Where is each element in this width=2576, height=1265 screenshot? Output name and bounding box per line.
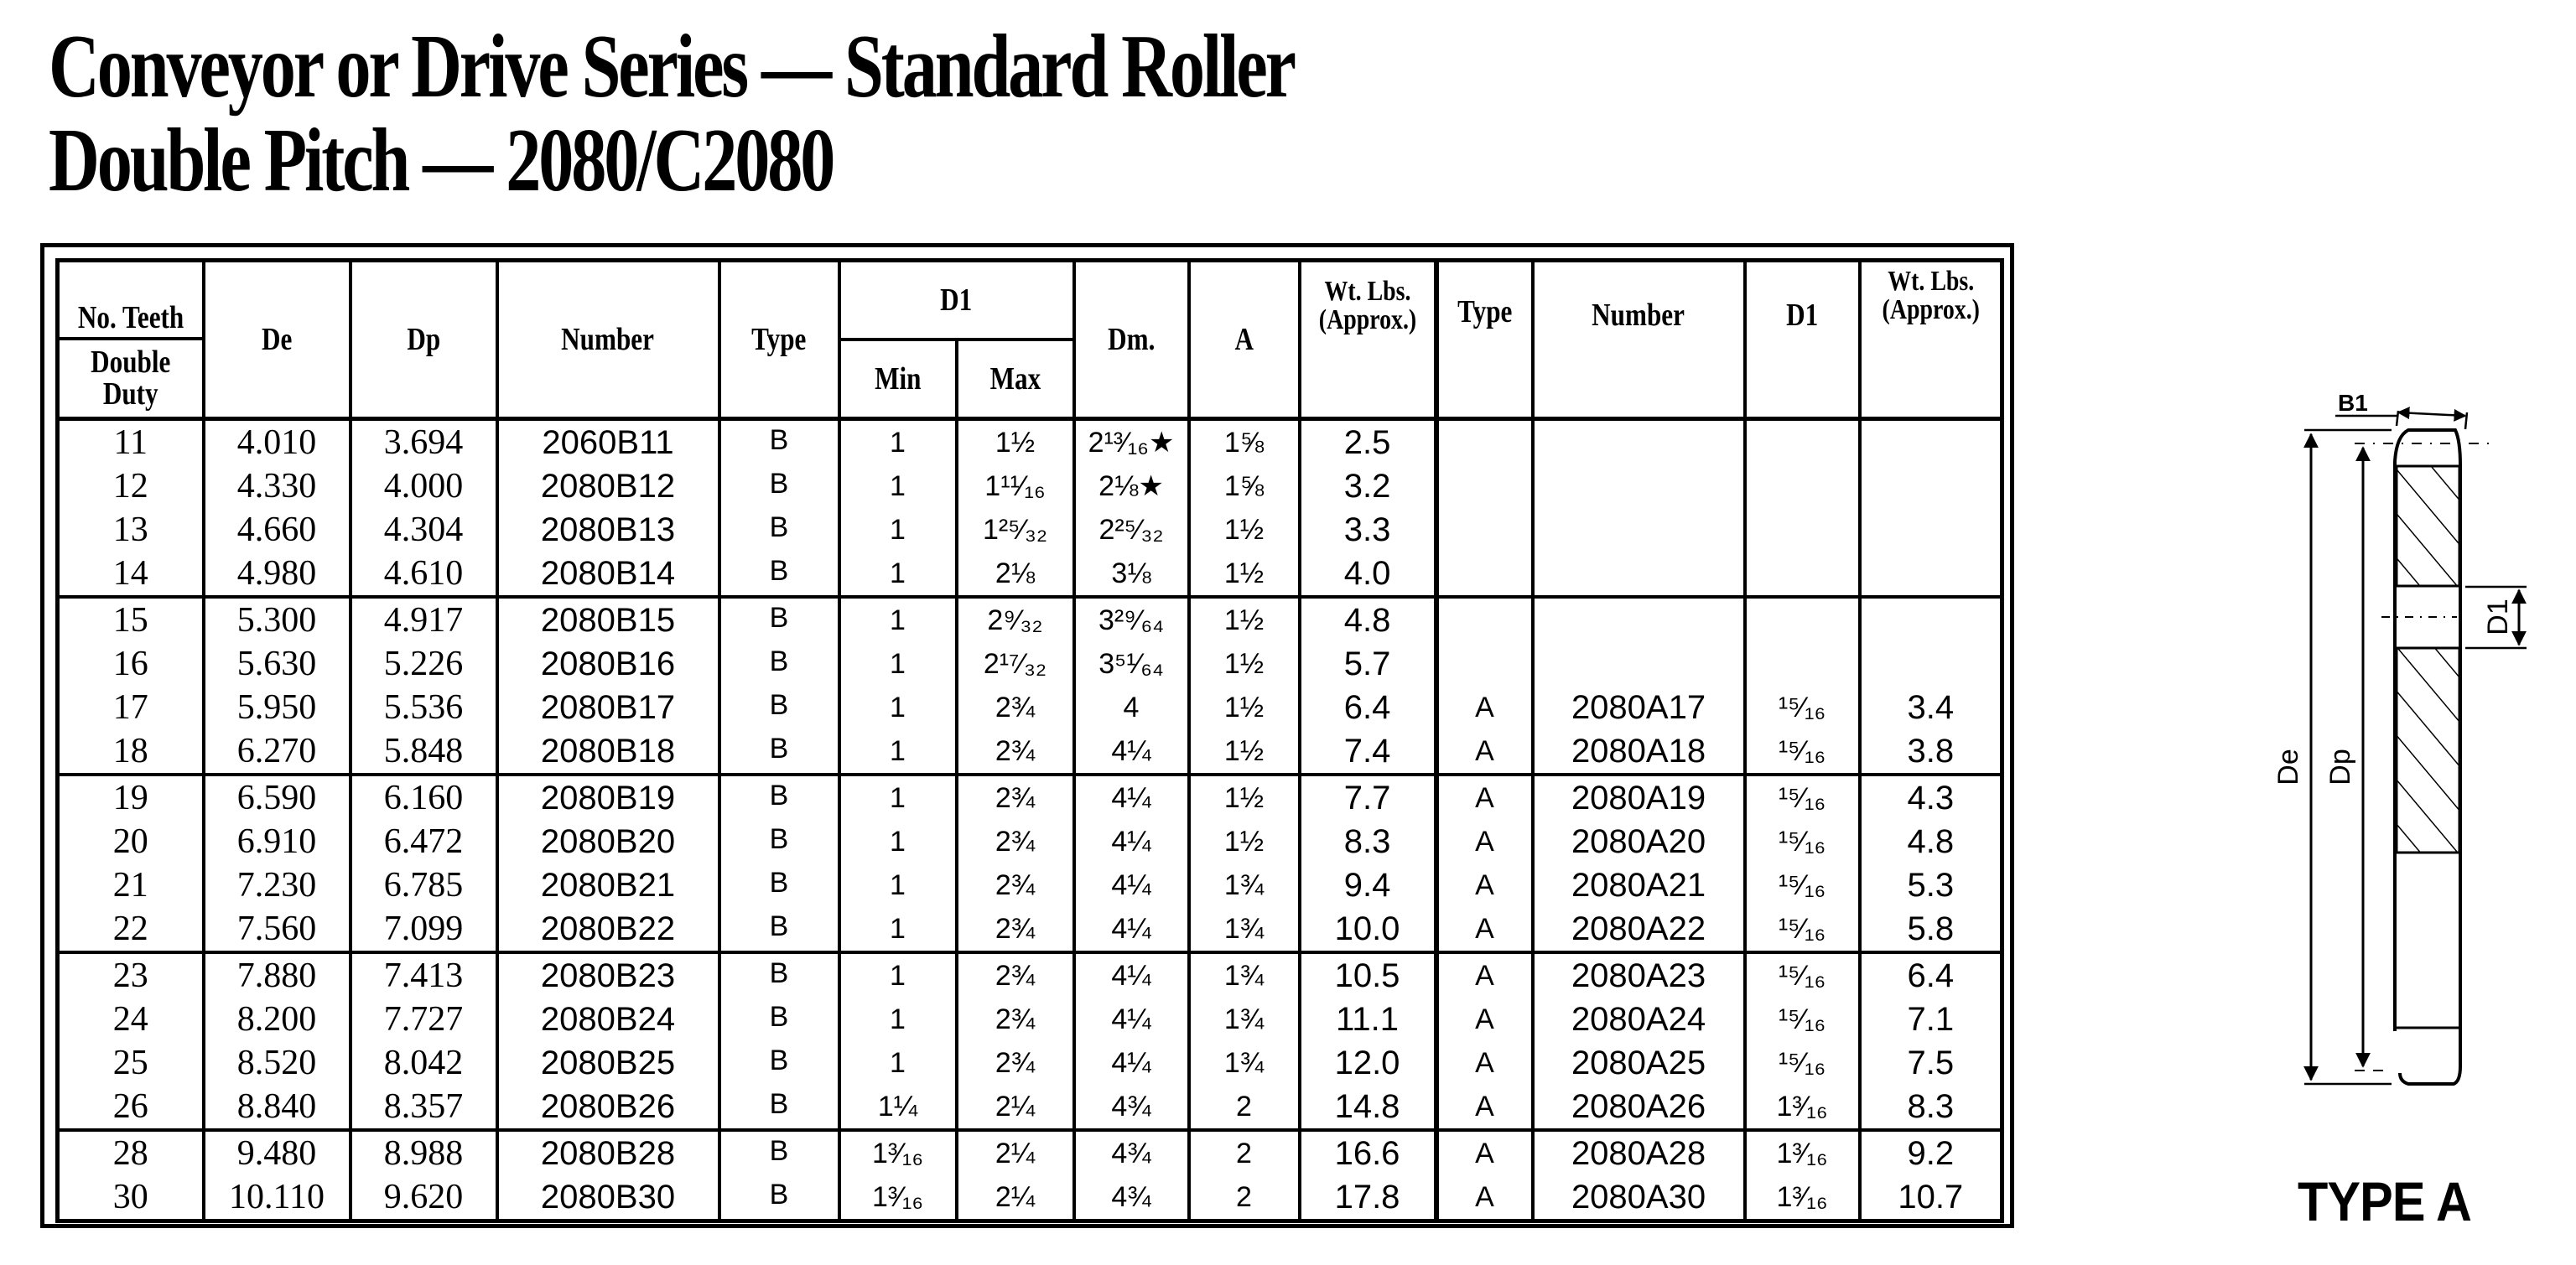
row-dm: 4¼ bbox=[1074, 1041, 1189, 1085]
row-d1-max: 2¾ bbox=[957, 775, 1074, 820]
row-dp: 4.000 bbox=[351, 464, 497, 508]
row-d1-max: 2⅛ bbox=[957, 552, 1074, 597]
row-number-a: 2080A22 bbox=[1533, 907, 1745, 952]
row-dm: 2¹³⁄₁₆★ bbox=[1074, 419, 1189, 465]
row-dp: 3.694 bbox=[351, 419, 497, 465]
row-d1-max: 2¾ bbox=[957, 686, 1074, 729]
row-number-a: 2080A24 bbox=[1533, 998, 1745, 1041]
sprocket-cross-section-icon bbox=[2214, 386, 2566, 1140]
row-d1-a: ¹⁵⁄₁₆ bbox=[1745, 907, 1860, 952]
row-type-a: A bbox=[1436, 686, 1533, 729]
row-d1-a: ¹⁵⁄₁₆ bbox=[1745, 820, 1860, 863]
row-d1-min: 1 bbox=[839, 419, 957, 465]
row-d1-max: 2¾ bbox=[957, 907, 1074, 952]
row-weight: 7.7 bbox=[1300, 775, 1436, 820]
row-weight: 3.3 bbox=[1300, 508, 1436, 552]
row-a: 2 bbox=[1189, 1175, 1300, 1221]
row-d1-min: 1 bbox=[839, 597, 957, 642]
row-teeth: 11 bbox=[58, 419, 204, 465]
row-de: 7.880 bbox=[204, 952, 351, 998]
row-weight: 11.1 bbox=[1300, 998, 1436, 1041]
row-d1-max: 2¼ bbox=[957, 1175, 1074, 1221]
row-a: 1¾ bbox=[1189, 952, 1300, 998]
table-row bbox=[58, 508, 2002, 552]
row-type-a bbox=[1436, 464, 1533, 508]
row-d1-a: 1³⁄₁₆ bbox=[1745, 1175, 1860, 1221]
header-d1-a: D1 bbox=[1745, 261, 1860, 419]
row-d1-max: 1²⁵⁄₃₂ bbox=[957, 508, 1074, 552]
header-de: De bbox=[204, 261, 351, 419]
row-d1-a bbox=[1745, 464, 1860, 508]
row-number: 2080B15 bbox=[497, 597, 719, 642]
table-row bbox=[58, 998, 2002, 1041]
row-number: 2080B28 bbox=[497, 1130, 719, 1175]
row-d1-min: 1 bbox=[839, 907, 957, 952]
row-d1-a: ¹⁵⁄₁₆ bbox=[1745, 686, 1860, 729]
row-a: 1⅝ bbox=[1189, 464, 1300, 508]
table-row bbox=[58, 1041, 2002, 1085]
row-teeth: 13 bbox=[58, 508, 204, 552]
row-type: B bbox=[719, 1175, 839, 1221]
row-d1-a: ¹⁵⁄₁₆ bbox=[1745, 775, 1860, 820]
row-de: 7.560 bbox=[204, 907, 351, 952]
row-d1-max: 2⁹⁄₃₂ bbox=[957, 597, 1074, 642]
row-dp: 5.848 bbox=[351, 729, 497, 775]
row-weight-a: 5.8 bbox=[1860, 907, 2002, 952]
row-de: 4.330 bbox=[204, 464, 351, 508]
row-teeth: 18 bbox=[58, 729, 204, 775]
row-type: B bbox=[719, 775, 839, 820]
row-number: 2080B23 bbox=[497, 952, 719, 998]
header-dp: Dp bbox=[351, 261, 497, 419]
row-d1-a: 1³⁄₁₆ bbox=[1745, 1130, 1860, 1175]
row-weight: 14.8 bbox=[1300, 1085, 1436, 1130]
row-number-a: 2080A21 bbox=[1533, 863, 1745, 907]
row-type-a: A bbox=[1436, 907, 1533, 952]
row-type-a bbox=[1436, 419, 1533, 465]
row-a: 1½ bbox=[1189, 775, 1300, 820]
row-d1-a bbox=[1745, 552, 1860, 597]
row-dm: 4 bbox=[1074, 686, 1189, 729]
row-weight: 4.8 bbox=[1300, 597, 1436, 642]
row-number-a bbox=[1533, 464, 1745, 508]
header-type: Type bbox=[719, 261, 839, 419]
table-row bbox=[58, 642, 2002, 686]
row-type-a: A bbox=[1436, 1041, 1533, 1085]
row-d1-min: 1 bbox=[839, 998, 957, 1041]
row-weight: 10.5 bbox=[1300, 952, 1436, 998]
row-number-a: 2080A30 bbox=[1533, 1175, 1745, 1221]
row-weight-a: 3.8 bbox=[1860, 729, 2002, 775]
row-d1-min: 1 bbox=[839, 642, 957, 686]
row-number: 2080B30 bbox=[497, 1175, 719, 1221]
row-weight-a: 5.3 bbox=[1860, 863, 2002, 907]
row-teeth: 24 bbox=[58, 998, 204, 1041]
row-weight-a: 9.2 bbox=[1860, 1130, 2002, 1175]
row-dp: 8.988 bbox=[351, 1130, 497, 1175]
row-a: 1½ bbox=[1189, 508, 1300, 552]
row-weight-a: 10.7 bbox=[1860, 1175, 2002, 1221]
row-weight-a: 7.5 bbox=[1860, 1041, 2002, 1085]
row-d1-min: 1 bbox=[839, 775, 957, 820]
row-number: 2080B22 bbox=[497, 907, 719, 952]
row-a: 1⅝ bbox=[1189, 419, 1300, 465]
row-de: 6.270 bbox=[204, 729, 351, 775]
row-type-a bbox=[1436, 552, 1533, 597]
row-d1-a bbox=[1745, 597, 1860, 642]
row-weight: 10.0 bbox=[1300, 907, 1436, 952]
row-dm: 3⅛ bbox=[1074, 552, 1189, 597]
row-de: 8.840 bbox=[204, 1085, 351, 1130]
row-de: 8.200 bbox=[204, 998, 351, 1041]
row-weight-a bbox=[1860, 597, 2002, 642]
row-de: 5.300 bbox=[204, 597, 351, 642]
header-dm: Dm. bbox=[1074, 261, 1189, 419]
row-type-a bbox=[1436, 642, 1533, 686]
row-dm: 3⁵¹⁄₆₄ bbox=[1074, 642, 1189, 686]
row-dm: 4¼ bbox=[1074, 863, 1189, 907]
row-type-a: A bbox=[1436, 998, 1533, 1041]
table-row bbox=[58, 729, 2002, 775]
row-dp: 7.099 bbox=[351, 907, 497, 952]
row-number: 2080B21 bbox=[497, 863, 719, 907]
header-d1-max: Max bbox=[957, 340, 1074, 419]
row-weight: 12.0 bbox=[1300, 1041, 1436, 1085]
row-de: 9.480 bbox=[204, 1130, 351, 1175]
row-weight: 4.0 bbox=[1300, 552, 1436, 597]
row-weight-a bbox=[1860, 464, 2002, 508]
row-type: B bbox=[719, 907, 839, 952]
row-number: 2080B19 bbox=[497, 775, 719, 820]
row-number: 2080B20 bbox=[497, 820, 719, 863]
row-number-a: 2080A20 bbox=[1533, 820, 1745, 863]
row-type-a: A bbox=[1436, 863, 1533, 907]
header-weight-a: Wt. Lbs. (Approx.) bbox=[1860, 261, 2002, 419]
row-number: 2080B17 bbox=[497, 686, 719, 729]
row-d1-max: 2¾ bbox=[957, 863, 1074, 907]
row-weight: 7.4 bbox=[1300, 729, 1436, 775]
row-number: 2080B24 bbox=[497, 998, 719, 1041]
row-type-a: A bbox=[1436, 952, 1533, 998]
row-dm: 2²⁵⁄₃₂ bbox=[1074, 508, 1189, 552]
header-d1: D1 bbox=[839, 261, 1074, 340]
row-teeth: 30 bbox=[58, 1175, 204, 1221]
row-type: B bbox=[719, 1041, 839, 1085]
row-de: 5.630 bbox=[204, 642, 351, 686]
row-number-a bbox=[1533, 552, 1745, 597]
row-d1-max: 1½ bbox=[957, 419, 1074, 465]
row-a: 1½ bbox=[1189, 597, 1300, 642]
row-dm: 4¼ bbox=[1074, 820, 1189, 863]
row-type: B bbox=[719, 419, 839, 465]
row-de: 4.010 bbox=[204, 419, 351, 465]
row-type: B bbox=[719, 464, 839, 508]
row-dp: 6.160 bbox=[351, 775, 497, 820]
row-dm: 4¾ bbox=[1074, 1175, 1189, 1221]
row-number-a: 2080A23 bbox=[1533, 952, 1745, 998]
row-dm: 4¼ bbox=[1074, 952, 1189, 998]
row-dp: 8.042 bbox=[351, 1041, 497, 1085]
row-type-a: A bbox=[1436, 1130, 1533, 1175]
row-type: B bbox=[719, 820, 839, 863]
row-weight-a: 4.8 bbox=[1860, 820, 2002, 863]
row-d1-min: 1¼ bbox=[839, 1085, 957, 1130]
row-dm: 4¾ bbox=[1074, 1085, 1189, 1130]
row-dp: 6.785 bbox=[351, 863, 497, 907]
row-teeth: 12 bbox=[58, 464, 204, 508]
row-d1-max: 1¹¹⁄₁₆ bbox=[957, 464, 1074, 508]
row-number-a bbox=[1533, 508, 1745, 552]
row-d1-a: ¹⁵⁄₁₆ bbox=[1745, 863, 1860, 907]
row-teeth: 22 bbox=[58, 907, 204, 952]
header-number: Number bbox=[497, 261, 719, 419]
row-a: 1½ bbox=[1189, 686, 1300, 729]
row-teeth: 16 bbox=[58, 642, 204, 686]
row-d1-min: 1 bbox=[839, 686, 957, 729]
row-number-a: 2080A25 bbox=[1533, 1041, 1745, 1085]
row-number: 2080B26 bbox=[497, 1085, 719, 1130]
row-a: 1¾ bbox=[1189, 907, 1300, 952]
header-d1-min: Min bbox=[839, 340, 957, 419]
row-type: B bbox=[719, 952, 839, 998]
row-weight: 9.4 bbox=[1300, 863, 1436, 907]
row-type: B bbox=[719, 1085, 839, 1130]
row-d1-a: ¹⁵⁄₁₆ bbox=[1745, 952, 1860, 998]
row-d1-min: 1 bbox=[839, 464, 957, 508]
header-number-a: Number bbox=[1533, 261, 1745, 419]
table-row bbox=[58, 775, 2002, 820]
row-d1-max: 2¾ bbox=[957, 998, 1074, 1041]
table-row bbox=[58, 597, 2002, 642]
table-row bbox=[58, 552, 2002, 597]
row-type: B bbox=[719, 729, 839, 775]
row-weight-a: 6.4 bbox=[1860, 952, 2002, 998]
row-number-a bbox=[1533, 597, 1745, 642]
row-type-a bbox=[1436, 508, 1533, 552]
table-row bbox=[58, 686, 2002, 729]
row-d1-min: 1³⁄₁₆ bbox=[839, 1130, 957, 1175]
row-teeth: 21 bbox=[58, 863, 204, 907]
row-weight: 8.3 bbox=[1300, 820, 1436, 863]
row-a: 1¾ bbox=[1189, 1041, 1300, 1085]
sprocket-spec-table bbox=[55, 258, 2004, 1223]
header-type-a: Type bbox=[1436, 261, 1533, 419]
row-teeth: 28 bbox=[58, 1130, 204, 1175]
row-d1-min: 1 bbox=[839, 729, 957, 775]
row-weight-a: 8.3 bbox=[1860, 1085, 2002, 1130]
row-teeth: 23 bbox=[58, 952, 204, 998]
row-a: 1½ bbox=[1189, 552, 1300, 597]
table-row bbox=[58, 1085, 2002, 1130]
row-number: 2080B13 bbox=[497, 508, 719, 552]
row-weight-a: 7.1 bbox=[1860, 998, 2002, 1041]
row-type-a bbox=[1436, 597, 1533, 642]
row-type: B bbox=[719, 508, 839, 552]
row-dm: 3²⁹⁄₆₄ bbox=[1074, 597, 1189, 642]
row-weight: 16.6 bbox=[1300, 1130, 1436, 1175]
row-number-a: 2080A18 bbox=[1533, 729, 1745, 775]
row-teeth: 20 bbox=[58, 820, 204, 863]
page-title-line-2: Double Pitch — 2080/C2080 bbox=[49, 111, 834, 210]
row-type: B bbox=[719, 998, 839, 1041]
row-weight-a bbox=[1860, 642, 2002, 686]
row-d1-min: 1 bbox=[839, 820, 957, 863]
row-d1-max: 2¾ bbox=[957, 820, 1074, 863]
row-a: 1½ bbox=[1189, 642, 1300, 686]
row-dp: 4.304 bbox=[351, 508, 497, 552]
row-d1-max: 2¼ bbox=[957, 1130, 1074, 1175]
row-type-a: A bbox=[1436, 775, 1533, 820]
row-d1-min: 1 bbox=[839, 1041, 957, 1085]
d1-label: D1 bbox=[2482, 599, 2514, 635]
row-dp: 5.536 bbox=[351, 686, 497, 729]
row-d1-min: 1 bbox=[839, 863, 957, 907]
header-teeth: No. Teeth Double Duty bbox=[58, 261, 204, 419]
row-de: 8.520 bbox=[204, 1041, 351, 1085]
row-type: B bbox=[719, 686, 839, 729]
row-a: 1½ bbox=[1189, 820, 1300, 863]
row-d1-min: 1 bbox=[839, 552, 957, 597]
header-weight: Wt. Lbs. (Approx.) bbox=[1300, 261, 1436, 419]
row-teeth: 26 bbox=[58, 1085, 204, 1130]
table-row bbox=[58, 464, 2002, 508]
b1-label: B1 bbox=[2338, 390, 2368, 416]
row-d1-min: 1 bbox=[839, 952, 957, 998]
table-row bbox=[58, 863, 2002, 907]
row-dm: 4¼ bbox=[1074, 907, 1189, 952]
row-number-a bbox=[1533, 419, 1745, 465]
table-row bbox=[58, 820, 2002, 863]
page-title-line-1: Conveyor or Drive Series — Standard Roller bbox=[49, 17, 1294, 117]
row-number: 2080B18 bbox=[497, 729, 719, 775]
row-de: 6.910 bbox=[204, 820, 351, 863]
row-weight: 3.2 bbox=[1300, 464, 1436, 508]
row-number: 2080B12 bbox=[497, 464, 719, 508]
table-row bbox=[58, 907, 2002, 952]
row-type-a: A bbox=[1436, 729, 1533, 775]
table-row bbox=[58, 419, 2002, 465]
row-a: 1¾ bbox=[1189, 998, 1300, 1041]
row-number-a: 2080A19 bbox=[1533, 775, 1745, 820]
row-dm: 4¾ bbox=[1074, 1130, 1189, 1175]
row-d1-a: 1³⁄₁₆ bbox=[1745, 1085, 1860, 1130]
row-dp: 7.727 bbox=[351, 998, 497, 1041]
row-weight-a: 4.3 bbox=[1860, 775, 2002, 820]
row-a: 2 bbox=[1189, 1130, 1300, 1175]
row-weight-a bbox=[1860, 419, 2002, 465]
row-type: B bbox=[719, 1130, 839, 1175]
row-dp: 4.917 bbox=[351, 597, 497, 642]
dp-label: Dp bbox=[2324, 749, 2356, 785]
row-d1-a: ¹⁵⁄₁₆ bbox=[1745, 729, 1860, 775]
row-teeth: 19 bbox=[58, 775, 204, 820]
row-de: 5.950 bbox=[204, 686, 351, 729]
row-d1-a bbox=[1745, 508, 1860, 552]
row-dp: 9.620 bbox=[351, 1175, 497, 1221]
row-teeth: 25 bbox=[58, 1041, 204, 1085]
diagram-caption: TYPE A bbox=[2298, 1170, 2471, 1232]
row-dm: 2⅛★ bbox=[1074, 464, 1189, 508]
row-number-a: 2080A17 bbox=[1533, 686, 1745, 729]
row-weight: 17.8 bbox=[1300, 1175, 1436, 1221]
row-number-a bbox=[1533, 642, 1745, 686]
row-a: 2 bbox=[1189, 1085, 1300, 1130]
row-dm: 4¼ bbox=[1074, 998, 1189, 1041]
row-d1-max: 2¾ bbox=[957, 952, 1074, 998]
table-row bbox=[58, 1130, 2002, 1175]
row-type-a: A bbox=[1436, 820, 1533, 863]
row-teeth: 15 bbox=[58, 597, 204, 642]
row-weight: 6.4 bbox=[1300, 686, 1436, 729]
row-a: 1½ bbox=[1189, 729, 1300, 775]
table-row bbox=[58, 1175, 2002, 1221]
row-weight: 2.5 bbox=[1300, 419, 1436, 465]
row-dp: 4.610 bbox=[351, 552, 497, 597]
row-de: 4.980 bbox=[204, 552, 351, 597]
row-d1-min: 1³⁄₁₆ bbox=[839, 1175, 957, 1221]
header-a: A bbox=[1189, 261, 1300, 419]
row-dp: 8.357 bbox=[351, 1085, 497, 1130]
row-type: B bbox=[719, 597, 839, 642]
row-de: 6.590 bbox=[204, 775, 351, 820]
row-d1-a bbox=[1745, 642, 1860, 686]
row-teeth: 14 bbox=[58, 552, 204, 597]
row-dp: 7.413 bbox=[351, 952, 497, 998]
row-d1-a: ¹⁵⁄₁₆ bbox=[1745, 998, 1860, 1041]
row-weight-a bbox=[1860, 552, 2002, 597]
row-type: B bbox=[719, 863, 839, 907]
row-d1-max: 2¹⁷⁄₃₂ bbox=[957, 642, 1074, 686]
row-teeth: 17 bbox=[58, 686, 204, 729]
row-d1-min: 1 bbox=[839, 508, 957, 552]
row-dp: 6.472 bbox=[351, 820, 497, 863]
row-number: 2060B11 bbox=[497, 419, 719, 465]
row-de: 7.230 bbox=[204, 863, 351, 907]
row-dm: 4¼ bbox=[1074, 729, 1189, 775]
row-d1-max: 2¾ bbox=[957, 729, 1074, 775]
row-a: 1¾ bbox=[1189, 863, 1300, 907]
de-label: De bbox=[2272, 749, 2304, 785]
row-d1-a bbox=[1745, 419, 1860, 465]
row-number: 2080B14 bbox=[497, 552, 719, 597]
row-weight-a bbox=[1860, 508, 2002, 552]
row-type: B bbox=[719, 552, 839, 597]
table-row bbox=[58, 952, 2002, 998]
row-dm: 4¼ bbox=[1074, 775, 1189, 820]
row-d1-max: 2¾ bbox=[957, 1041, 1074, 1085]
row-type-a: A bbox=[1436, 1175, 1533, 1221]
row-number: 2080B25 bbox=[497, 1041, 719, 1085]
row-type: B bbox=[719, 642, 839, 686]
row-number-a: 2080A28 bbox=[1533, 1130, 1745, 1175]
row-dp: 5.226 bbox=[351, 642, 497, 686]
row-de: 4.660 bbox=[204, 508, 351, 552]
row-weight: 5.7 bbox=[1300, 642, 1436, 686]
row-type-a: A bbox=[1436, 1085, 1533, 1130]
row-weight-a: 3.4 bbox=[1860, 686, 2002, 729]
row-number: 2080B16 bbox=[497, 642, 719, 686]
row-d1-a: ¹⁵⁄₁₆ bbox=[1745, 1041, 1860, 1085]
row-number-a: 2080A26 bbox=[1533, 1085, 1745, 1130]
row-d1-max: 2¼ bbox=[957, 1085, 1074, 1130]
row-de: 10.110 bbox=[204, 1175, 351, 1221]
